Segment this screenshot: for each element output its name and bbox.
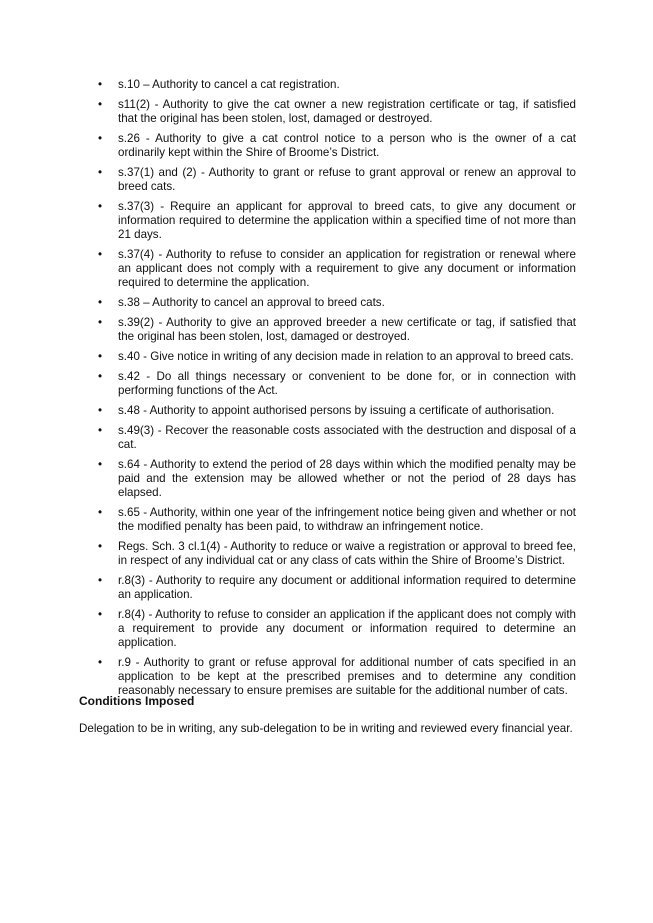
list-item <box>98 166 576 194</box>
bullet-icon: • <box>98 539 103 553</box>
list-item <box>98 98 576 126</box>
list-item-text: s.37(3) - Require an applicant for approval to breed cats, to give any document or information required to determine the application within a specified time of not more than 21 days. <box>118 199 576 242</box>
list-item <box>98 132 576 160</box>
list-item-text: s.40 - Give notice in writing of any decision made in relation to an approval to breed cats. <box>118 350 574 363</box>
list-item <box>98 506 576 534</box>
bullet-icon: • <box>98 78 103 91</box>
powers-list <box>98 78 576 704</box>
bullet-icon: • <box>98 573 103 587</box>
conditions-text: Delegation to be in writing, any sub-delegation to be in writing and reviewed every financial year. <box>79 722 573 735</box>
bullet-icon: • <box>98 423 103 437</box>
list-item-text: Regs. Sch. 3 cl.1(4) - Authority to reduce or waive a registration or approval to breed fee, in respect of any individual cat or any class of cats within the Shire of Broome’s District. <box>118 539 576 567</box>
bullet-icon: • <box>98 656 103 669</box>
list-item <box>98 296 576 310</box>
bullet-icon: • <box>98 165 103 179</box>
list-item-text: s.42 - Do all things necessary or convenient to be done for, or in connection with performing functions of the Act. <box>118 369 576 397</box>
list-item <box>98 458 576 501</box>
bullet-icon: • <box>98 457 103 471</box>
list-item-text: s.10 – Authority to cancel a cat registration. <box>118 78 340 91</box>
list-item-text: r.9 - Authority to grant or refuse approval for additional number of cats specified in an application to be kept at the prescribed premises and to determine any condition reasonably necessary to ensure premises are suitable for the additional number of cats. <box>118 656 576 698</box>
list-item-text: s11(2) - Authority to give the cat owner a new registration certificate or tag, if satisfied that the original has been stolen, lost, damaged or destroyed. <box>118 97 576 125</box>
list-item-text: s.37(1) and (2) - Authority to grant or refuse to grant approval or renew an approval to breed cats. <box>118 165 576 193</box>
bullet-icon: • <box>98 296 103 310</box>
bullet-icon: • <box>98 403 103 417</box>
list-item-text: s.65 - Authority, within one year of the infringement notice being given and whether or not the modified penalty has been paid, to withdraw an infringement notice. <box>118 505 576 533</box>
bullet-icon: • <box>98 199 103 213</box>
list-item <box>98 574 576 602</box>
list-item <box>98 316 576 344</box>
list-item <box>98 78 576 92</box>
list-item-text: s.48 - Authority to appoint authorised persons by issuing a certificate of authorisation. <box>118 403 555 417</box>
list-item-text: r.8(3) - Authority to require any document or additional information required to determine an application. <box>118 573 576 601</box>
list-item <box>98 248 576 291</box>
list-item-text: s.26 - Authority to give a cat control notice to a person who is the owner of a cat ordinarily kept within the Shire of Broome’s District. <box>118 131 576 159</box>
list-item <box>98 540 576 568</box>
list-item-text: s.49(3) - Recover the reasonable costs associated with the destruction and disposal of a cat. <box>118 423 576 451</box>
list-item <box>98 200 576 243</box>
list-item <box>98 656 576 699</box>
list-item-text: r.8(4) - Authority to refuse to consider an application if the applicant does not comply with a requirement to provide any document or information required to determine an application. <box>118 607 576 650</box>
conditions-heading: Conditions Imposed <box>79 694 195 708</box>
list-item <box>98 350 576 364</box>
bullet-icon: • <box>98 369 103 383</box>
list-item-text: s.39(2) - Authority to give an approved breeder a new certificate or tag, if satisfied that the original has been stolen, lost, damaged or destroyed. <box>118 316 576 344</box>
list-item <box>98 370 576 398</box>
list-item-text: s.64 - Authority to extend the period of 28 days within which the modified penalty may be paid and the extension may be allowed whether or not the period of 28 days has elapsed. <box>118 457 576 499</box>
list-item-text: s.38 – Authority to cancel an approval to breed cats. <box>118 296 385 310</box>
bullet-icon: • <box>98 131 103 145</box>
list-item-text: s.37(4) - Authority to refuse to consider an application for registration or renewal where an applicant does not comply with a requirement to give any document or information required to determine the application. <box>118 248 576 290</box>
bullet-icon: • <box>98 505 103 519</box>
list-item <box>98 424 576 452</box>
bullet-icon: • <box>98 607 103 621</box>
bullet-icon: • <box>98 97 103 111</box>
bullet-icon: • <box>98 316 103 329</box>
list-item <box>98 608 576 651</box>
bullet-icon: • <box>98 350 103 363</box>
list-item <box>98 404 576 418</box>
bullet-icon: • <box>98 248 103 261</box>
